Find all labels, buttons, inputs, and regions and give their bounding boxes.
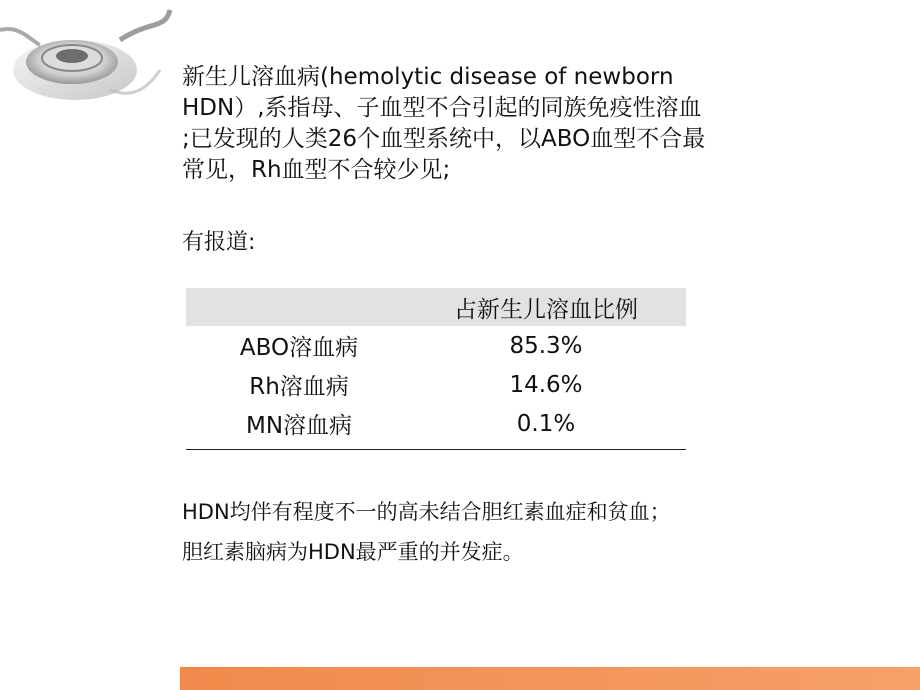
table-cell-value: 14.6%	[509, 371, 583, 398]
intro-line-4: 常见，Rh血型不合较少见;	[182, 157, 451, 183]
table-cell-value: 85.3%	[509, 332, 583, 359]
intro-line-2: HDN）,系指母、子血型不合引起的同族免疫性溶血	[182, 95, 702, 121]
table-row	[186, 365, 686, 404]
table-header	[186, 288, 686, 326]
table-row	[186, 326, 686, 365]
report-label: 有报道:	[182, 230, 256, 255]
hdn-ratio-table	[186, 288, 686, 450]
note-line-1: HDN均伴有程度不一的高未结合胆红素血症和贫血；	[182, 500, 671, 524]
table-cell-name: ABO溶血病	[239, 335, 359, 361]
table-row	[186, 404, 686, 443]
stethoscope-logo-icon	[0, 0, 175, 120]
footer-accent-bar	[180, 667, 920, 690]
table-header-col2: 占新生儿溶血比例	[454, 296, 638, 323]
table-cell-name: MN溶血病	[245, 413, 353, 439]
table-cell-value: 0.1%	[516, 410, 576, 437]
note-line-2: 胆红素脑病为HDN最严重的并发症。	[182, 540, 524, 564]
intro-line-3: ;已发现的人类26个血型系统中，以ABO血型不合最	[182, 126, 706, 152]
table-cell-name: Rh溶血病	[249, 374, 349, 400]
intro-paragraph	[182, 62, 782, 186]
intro-line-1: 新生儿溶血病(hemolytic disease of newborn	[182, 64, 674, 90]
table-bottom-spacer	[186, 443, 686, 449]
